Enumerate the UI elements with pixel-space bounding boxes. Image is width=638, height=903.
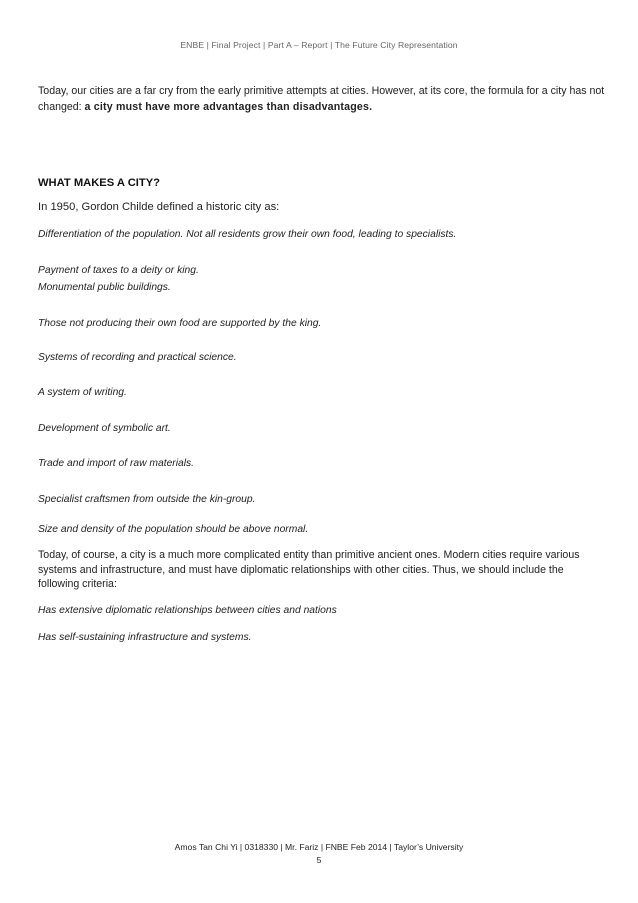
criterion-item: Those not producing their own food are supported by the king. bbox=[38, 318, 322, 329]
criterion-item: A system of writing. bbox=[38, 387, 127, 398]
criterion-item: Systems of recording and practical science. bbox=[38, 352, 237, 363]
page-header: ENBE | Final Project | Part A – Report | The Future City Representation bbox=[180, 40, 458, 50]
criterion-item: Development of symbolic art. bbox=[38, 423, 171, 434]
intro-text: Today, our cities are a far cry from the early primitive attempts at cities. However, at its core, the formula for a city has not changed: bbox=[38, 85, 605, 113]
criterion-item: Differentiation of the population. Not all residents grow their own food, leading to specialists. bbox=[38, 229, 457, 240]
criterion-item: Size and density of the population should be above normal. bbox=[38, 524, 309, 535]
criterion-item: Payment of taxes to a deity or king. bbox=[38, 265, 199, 276]
modern-city-paragraph: Today, of course, a city is a much more complicated entity than primitive ancient ones. Modern cities require various systems and infrastructure, and must have diplomatic relationships with other cities. Thus, we should include the following criteria: bbox=[38, 549, 580, 591]
criterion-item: Trade and import of raw materials. bbox=[38, 458, 195, 469]
lead-sentence: In 1950, Gordon Childe defined a historic city as: bbox=[38, 201, 280, 213]
criterion-item: Specialist craftsmen from outside the kin-group. bbox=[38, 494, 256, 505]
page-footer bbox=[0, 841, 638, 866]
intro-bold-statement: a city must have more advantages than disadvantages. bbox=[84, 100, 373, 113]
modern-criterion-item: Has extensive diplomatic relationships between cities and nations bbox=[38, 605, 337, 616]
section-heading: WHAT MAKES A CITY? bbox=[38, 177, 161, 189]
page-number: 5 bbox=[316, 854, 322, 865]
footer-author-line: Amos Tan Chi Yi | 0318330 | Mr. Fariz | FNBE Feb 2014 | Taylor’s University bbox=[174, 842, 464, 852]
criterion-item: Monumental public buildings. bbox=[38, 282, 171, 293]
modern-criterion-item: Has self-sustaining infrastructure and systems. bbox=[38, 632, 252, 643]
intro-paragraph bbox=[38, 84, 608, 115]
